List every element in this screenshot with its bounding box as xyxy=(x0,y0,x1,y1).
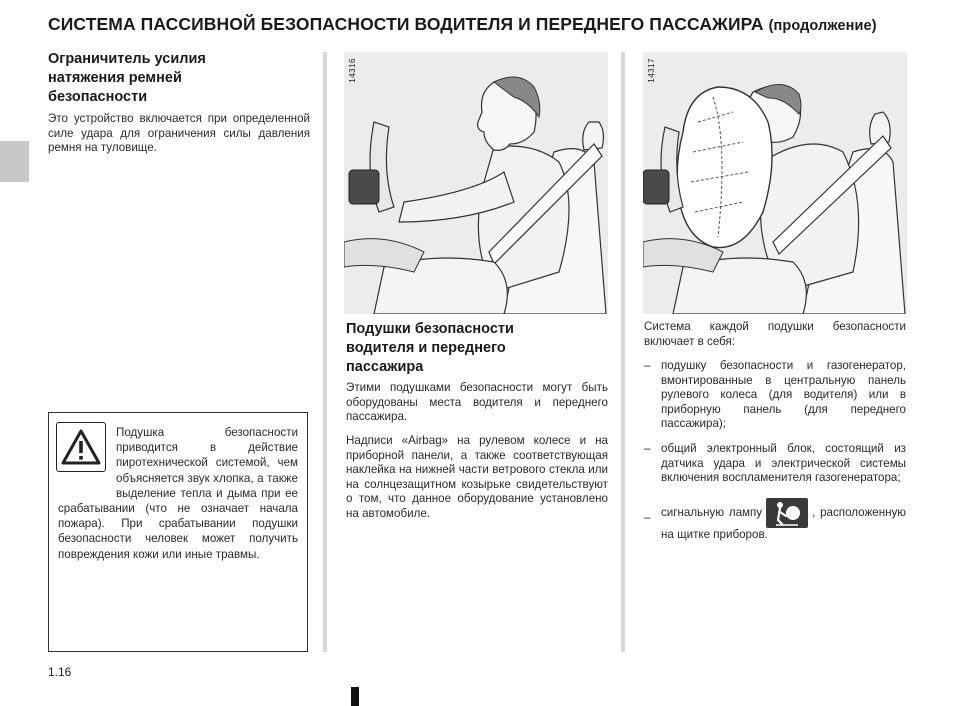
airbags-paragraph-2: Надписи «Airbag» на рулевом колесе и на приборной панели, а также соответствующая наклейка на нижней части ветрового стекла или на солнцезащитном козырьке свидетельствуют о том, что данное оборудование установлено на автомобиле. xyxy=(346,434,608,520)
figure-belt-limiter xyxy=(344,52,608,314)
list-item-text: подушку безопасности и газогенератор, вмонтированные в центральную панель рулевого колеса (для водителя) или в приборную панель (для переднего пассажира); xyxy=(661,359,906,431)
figure-airbag-deployed xyxy=(643,52,907,314)
page-title-main: СИСТЕМА ПАССИВНОЙ БЕЗОПАСНОСТИ ВОДИТЕЛЯ И ПЕРЕДНЕГО ПАССАЖИРА xyxy=(48,14,764,34)
illustration-airbag-deployment xyxy=(643,52,907,314)
list-item-text: , расположенную на щитке приборов. xyxy=(661,505,906,541)
list-item xyxy=(644,498,906,543)
column-separator-2 xyxy=(621,52,625,652)
column-separator-1 xyxy=(323,52,327,652)
warning-text xyxy=(58,425,298,562)
airbag-warning-lamp-icon xyxy=(766,498,808,528)
heading-line: водителя и переднего xyxy=(346,340,506,356)
warning-box xyxy=(48,412,308,652)
list-item-text: общий электронный блок, состоящий из датчика удара и электрической системы включения воспламенителя газогенератора; xyxy=(661,441,906,485)
figure-code: 14316 xyxy=(348,58,357,83)
figure-code: 14317 xyxy=(647,58,656,83)
page-title xyxy=(48,14,928,35)
components-list xyxy=(644,359,906,542)
list-dash: – xyxy=(644,510,651,524)
page-number: 1.16 xyxy=(48,665,72,679)
list-item xyxy=(644,442,906,486)
belt-limiter-description: Это устройство включается при определенной силе удара для ограничения силы давления ремня на туловище. xyxy=(48,112,310,155)
airbags-paragraph-1: Этими подушками безопасности могут быть оборудованы места водителя и переднего пассажира. xyxy=(346,381,608,424)
heading-line: пассажира xyxy=(346,359,424,375)
system-components-intro: Система каждой подушки безопасности включает в себя: xyxy=(644,320,906,348)
list-dash: – xyxy=(644,359,651,372)
page-title-suffix: (продолжение) xyxy=(768,18,877,34)
section-heading-airbags xyxy=(346,320,608,377)
section-heading-belt-limiter xyxy=(48,50,308,107)
list-item-text: сигнальную лампу xyxy=(661,505,763,519)
heading-line: безопасности xyxy=(48,89,148,105)
heading-line: натяжения ремней xyxy=(48,70,182,86)
illustration-driver-seatbelt xyxy=(344,52,608,314)
list-item xyxy=(644,359,906,432)
page-edge-marker xyxy=(351,687,359,706)
list-dash: – xyxy=(644,441,651,455)
heading-line: Подушки безопасности xyxy=(346,321,514,337)
warning-text-content: Подушка безопасности приводится в действие пиротехнической системой, чем объясняется звук хлопка, а также выделение тепла и дыма при ее срабатывании (что не означает начала пожара). При срабатывании подушки безопасности человек может получить повреждения кожи или иные травмы. xyxy=(58,426,298,561)
chapter-tab xyxy=(0,141,29,182)
heading-line: Ограничитель усилия xyxy=(48,51,206,67)
